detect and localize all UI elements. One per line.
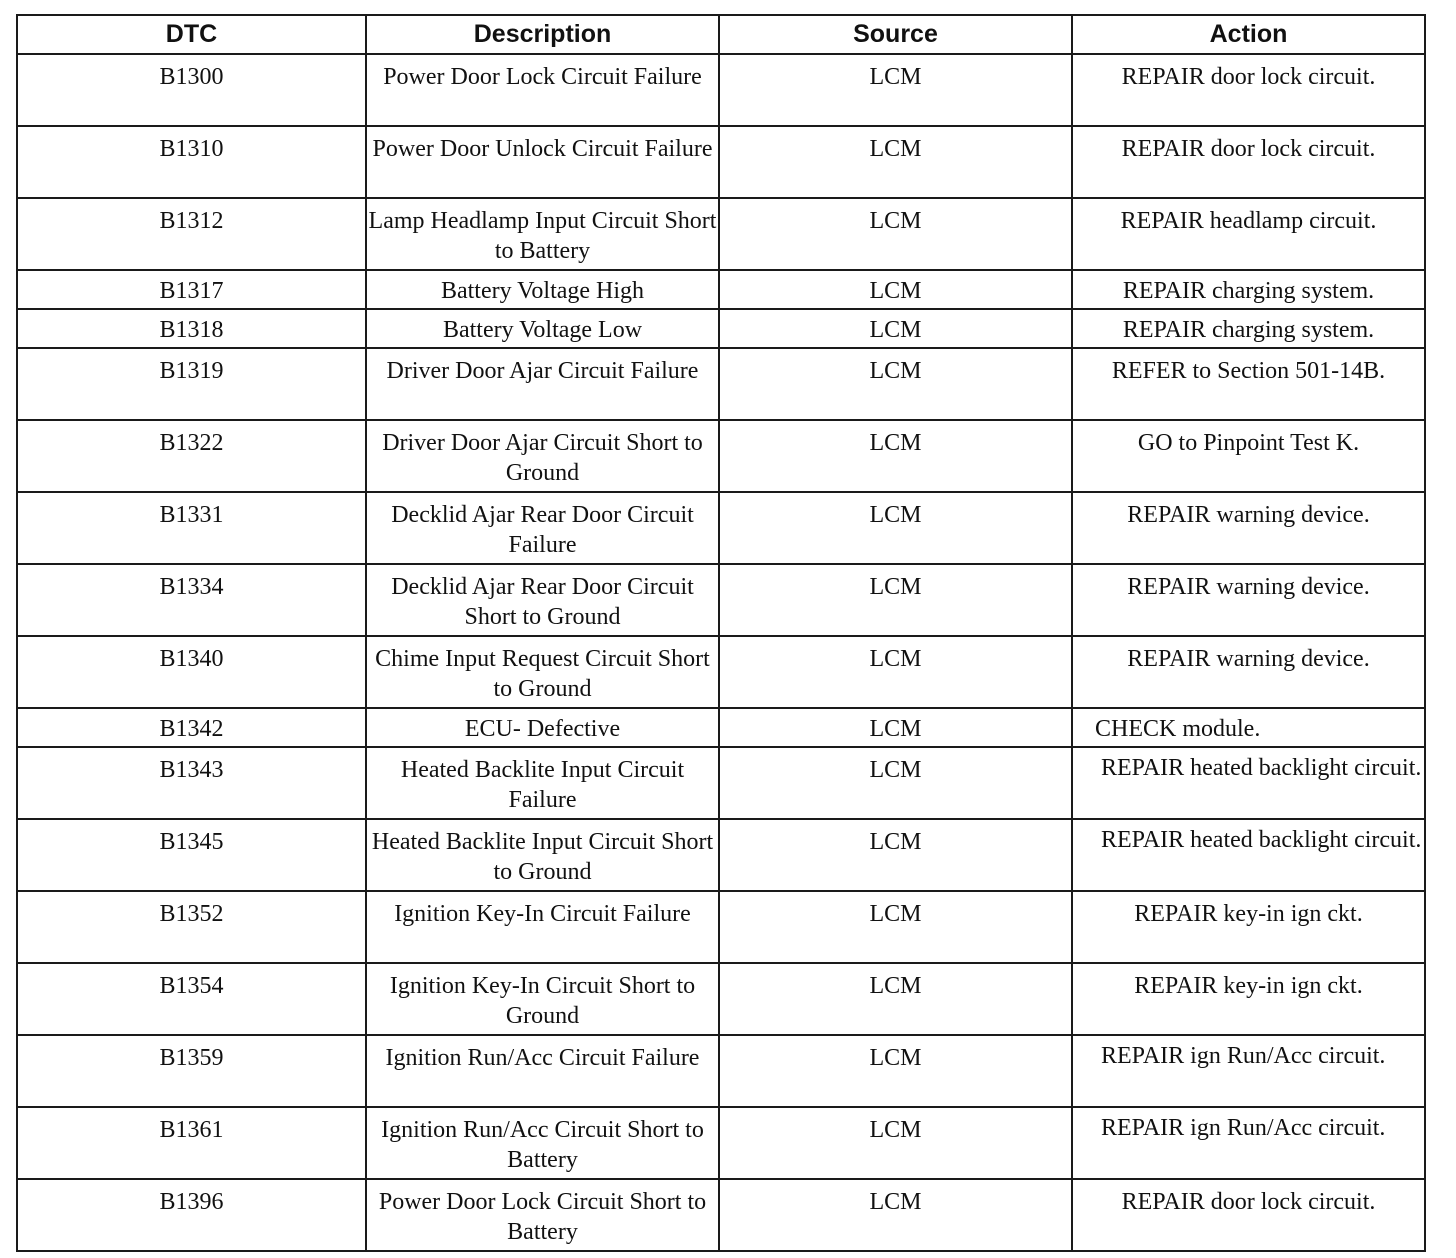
source-cell: LCM <box>719 963 1072 1035</box>
dtc-code: B1334 <box>17 564 366 636</box>
description-cell: Heated Backlite Input Circuit Short to Ground <box>366 819 719 891</box>
description-cell: Heated Backlite Input Circuit Failure <box>366 747 719 819</box>
dtc-code: B1318 <box>17 309 366 348</box>
description-cell: Power Door Unlock Circuit Failure <box>366 126 719 198</box>
source-cell: LCM <box>719 270 1072 309</box>
table-row <box>17 963 1425 1035</box>
source-cell: LCM <box>719 636 1072 708</box>
dtc-code: B1331 <box>17 492 366 564</box>
source-cell: LCM <box>719 198 1072 270</box>
description-cell: Ignition Key-In Circuit Short to Ground <box>366 963 719 1035</box>
table-row <box>17 1035 1425 1107</box>
source-cell: LCM <box>719 309 1072 348</box>
source-cell: LCM <box>719 1107 1072 1179</box>
header-dtc: DTC <box>17 15 366 54</box>
dtc-code: B1352 <box>17 891 366 963</box>
action-cell: REPAIR charging system. <box>1072 309 1425 348</box>
description-cell: Ignition Run/Acc Circuit Short to Battery <box>366 1107 719 1179</box>
table-row <box>17 891 1425 963</box>
dtc-code: B1342 <box>17 708 366 747</box>
header-row <box>17 15 1425 54</box>
table-row <box>17 126 1425 198</box>
dtc-table <box>16 14 1426 1252</box>
table-row <box>17 819 1425 891</box>
action-cell: REPAIR door lock circuit. <box>1072 54 1425 126</box>
action-cell: REPAIR headlamp circuit. <box>1072 198 1425 270</box>
description-cell: Driver Door Ajar Circuit Failure <box>366 348 719 420</box>
table-row <box>17 1179 1425 1251</box>
header-source: Source <box>719 15 1072 54</box>
source-cell: LCM <box>719 564 1072 636</box>
action-cell: REPAIR door lock circuit. <box>1072 126 1425 198</box>
action-cell: REPAIR door lock circuit. <box>1072 1179 1425 1251</box>
source-cell: LCM <box>719 891 1072 963</box>
description-cell: Battery Voltage Low <box>366 309 719 348</box>
table-row <box>17 54 1425 126</box>
table-row <box>17 708 1425 747</box>
action-cell: REPAIR ign Run/Acc circuit. <box>1072 1107 1425 1179</box>
source-cell: LCM <box>719 708 1072 747</box>
header-description: Description <box>366 15 719 54</box>
dtc-code: B1319 <box>17 348 366 420</box>
description-cell: Chime Input Request Circuit Short to Ground <box>366 636 719 708</box>
description-cell: Lamp Headlamp Input Circuit Short to Battery <box>366 198 719 270</box>
description-cell: Power Door Lock Circuit Failure <box>366 54 719 126</box>
table-row <box>17 309 1425 348</box>
action-cell: REPAIR heated backlight circuit. <box>1072 819 1425 891</box>
header-action: Action <box>1072 15 1425 54</box>
table-row <box>17 1107 1425 1179</box>
source-cell: LCM <box>719 420 1072 492</box>
description-cell: Driver Door Ajar Circuit Short to Ground <box>366 420 719 492</box>
source-cell: LCM <box>719 348 1072 420</box>
dtc-code: B1396 <box>17 1179 366 1251</box>
source-cell: LCM <box>719 1035 1072 1107</box>
table-row <box>17 747 1425 819</box>
dtc-code: B1312 <box>17 198 366 270</box>
table-row <box>17 492 1425 564</box>
table-row <box>17 348 1425 420</box>
action-cell: REFER to Section 501-14B. <box>1072 348 1425 420</box>
action-cell: REPAIR heated backlight circuit. <box>1072 747 1425 819</box>
dtc-code: B1361 <box>17 1107 366 1179</box>
description-cell: ECU- Defective <box>366 708 719 747</box>
action-cell: CHECK module. <box>1072 708 1425 747</box>
action-cell: REPAIR warning device. <box>1072 636 1425 708</box>
source-cell: LCM <box>719 1179 1072 1251</box>
action-cell: REPAIR warning device. <box>1072 564 1425 636</box>
description-cell: Decklid Ajar Rear Door Circuit Short to Ground <box>366 564 719 636</box>
dtc-code: B1345 <box>17 819 366 891</box>
dtc-code: B1343 <box>17 747 366 819</box>
action-cell: REPAIR charging system. <box>1072 270 1425 309</box>
dtc-code: B1300 <box>17 54 366 126</box>
table-row <box>17 198 1425 270</box>
action-cell: REPAIR warning device. <box>1072 492 1425 564</box>
source-cell: LCM <box>719 819 1072 891</box>
description-cell: Ignition Run/Acc Circuit Failure <box>366 1035 719 1107</box>
dtc-code: B1322 <box>17 420 366 492</box>
dtc-code: B1317 <box>17 270 366 309</box>
action-cell: GO to Pinpoint Test K. <box>1072 420 1425 492</box>
table-row <box>17 270 1425 309</box>
source-cell: LCM <box>719 747 1072 819</box>
table-row <box>17 636 1425 708</box>
source-cell: LCM <box>719 126 1072 198</box>
table-row <box>17 564 1425 636</box>
description-cell: Battery Voltage High <box>366 270 719 309</box>
dtc-code: B1359 <box>17 1035 366 1107</box>
description-cell: Power Door Lock Circuit Short to Battery <box>366 1179 719 1251</box>
description-cell: Decklid Ajar Rear Door Circuit Failure <box>366 492 719 564</box>
action-cell: REPAIR key-in ign ckt. <box>1072 963 1425 1035</box>
action-cell: REPAIR key-in ign ckt. <box>1072 891 1425 963</box>
table-row <box>17 420 1425 492</box>
description-cell: Ignition Key-In Circuit Failure <box>366 891 719 963</box>
dtc-code: B1340 <box>17 636 366 708</box>
source-cell: LCM <box>719 492 1072 564</box>
dtc-code: B1354 <box>17 963 366 1035</box>
source-cell: LCM <box>719 54 1072 126</box>
dtc-code: B1310 <box>17 126 366 198</box>
action-cell: REPAIR ign Run/Acc circuit. <box>1072 1035 1425 1107</box>
